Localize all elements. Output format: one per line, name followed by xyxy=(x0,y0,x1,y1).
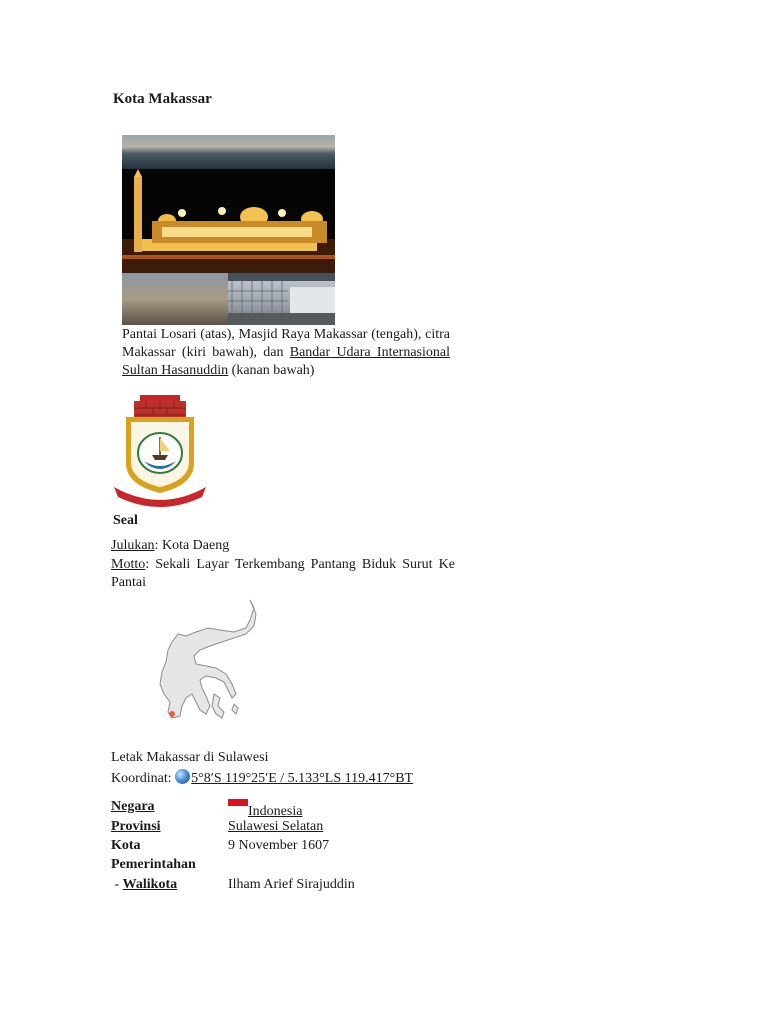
city-seal-image xyxy=(110,393,210,511)
mayor-value: Ilham Arief Sirajuddin xyxy=(228,877,355,892)
city-photo-collage xyxy=(122,135,335,325)
mayor-prefix: - xyxy=(111,877,123,892)
nickname-separator: : xyxy=(154,538,159,553)
nickname-value: Kota Daeng xyxy=(158,538,230,553)
photo-city-view xyxy=(122,273,228,325)
nickname-line xyxy=(111,537,229,555)
city-label: Kota xyxy=(111,838,141,853)
mayor-label-link[interactable]: Walikota xyxy=(122,877,178,892)
airport-link[interactable]: Bandar Udara Internasional Sultan Hasanuddin xyxy=(122,345,450,378)
country-label-link[interactable]: Negara xyxy=(111,799,155,814)
page-title: Kota Makassar xyxy=(113,91,212,107)
seal-label: Seal xyxy=(113,513,138,528)
motto-value: Sekali Layar Terkembang Pantang Biduk Surut Ke Pantai xyxy=(111,557,455,590)
photo-caption xyxy=(122,326,450,380)
motto-label-link[interactable]: Motto xyxy=(111,557,146,572)
government-label: Pemerintahan xyxy=(111,857,196,872)
coordinates-line xyxy=(111,769,413,788)
photo-grand-mosque xyxy=(122,169,335,273)
caption-text: Pantai Losari (atas), Masjid Raya Makassar (tengah), citra Makassar (kiri bawah), dan xyxy=(122,327,450,360)
sulawesi-location-map xyxy=(150,598,260,730)
caption-text-end: (kanan bawah) xyxy=(228,363,315,378)
infobox xyxy=(111,799,461,899)
nickname-label-link[interactable]: Julukan xyxy=(111,538,155,553)
photo-losari-beach xyxy=(122,135,335,169)
coordinates-label: Koordinat: xyxy=(111,771,176,786)
country-value-link[interactable]: Indonesia xyxy=(248,804,303,819)
coordinates-link[interactable]: 5°8′S 119°25′E / 5.133°LS 119.417°BT xyxy=(191,771,414,786)
map-caption: Letak Makassar di Sulawesi xyxy=(111,750,269,765)
globe-icon[interactable] xyxy=(175,769,190,784)
province-value-link[interactable]: Sulawesi Selatan xyxy=(228,819,324,834)
province-label-link[interactable]: Provinsi xyxy=(111,819,161,834)
motto-separator: : xyxy=(145,557,150,572)
motto-line xyxy=(111,556,455,592)
photo-airport xyxy=(228,273,335,325)
indonesia-flag-icon xyxy=(228,799,248,813)
city-value: 9 November 1607 xyxy=(228,838,330,853)
